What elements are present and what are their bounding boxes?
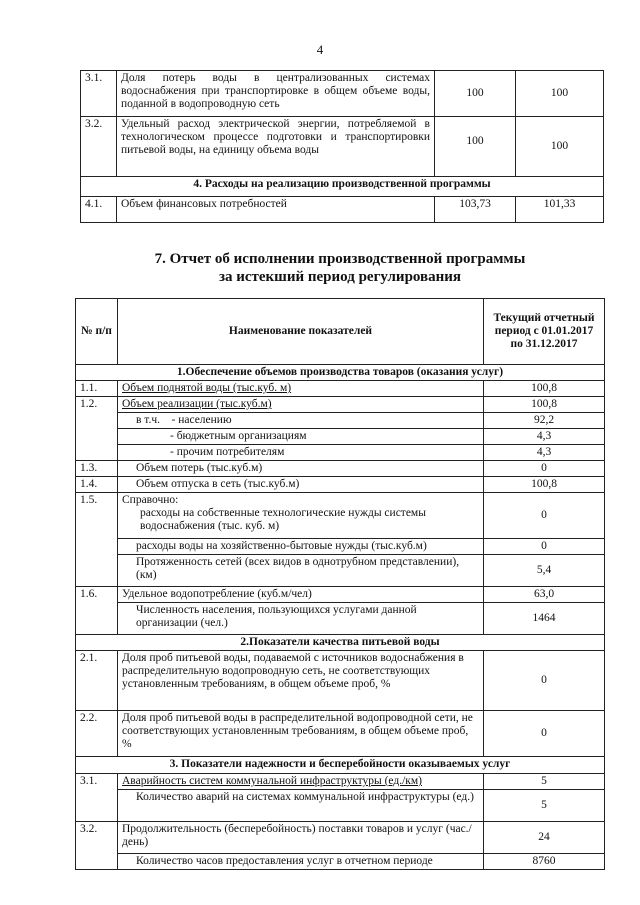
value-cell: 100 — [516, 71, 604, 117]
table-row — [81, 117, 604, 177]
indicator-name: Аварийность систем коммунальной инфраструктуры (ед./км) — [122, 775, 422, 787]
indicator-name: Удельный расход электрической энергии, потребляемой в технологическом процессе подготовки и транспортировки питьевой воды, на единицу объема воды — [117, 117, 435, 177]
value-cell: 0 — [484, 651, 605, 711]
row-number: 1.4. — [76, 477, 118, 493]
value-cell: 4,3 — [484, 429, 605, 445]
indicator-name: - населению — [171, 414, 232, 426]
indicator-name: Доля проб питьевой воды в распределительной водопроводной сети, не соответствующих установленным требованиям, в общем объеме проб, % — [118, 711, 484, 757]
section-title: 2.Показатели качества питьевой воды — [76, 635, 605, 651]
table-row — [76, 477, 605, 493]
value-cell: 100,8 — [484, 381, 605, 397]
header-name: Наименование показателей — [118, 299, 484, 365]
indicator-name: Доля проб питьевой воды, подаваемой с источников водоснабжения в распределительную водопроводную сеть, не соответствующих установленным требованиям, в общем объеме проб, % — [118, 651, 484, 711]
table-row — [76, 651, 605, 711]
row-number: 1.5. — [76, 493, 118, 587]
row-number: 3.1. — [81, 71, 117, 117]
indicator-name: Объем реализации (тыс.куб.м) — [122, 398, 272, 410]
reference-label: Справочно: — [122, 494, 179, 506]
row-number: 3.1. — [76, 774, 118, 822]
section-row — [81, 177, 604, 197]
value-cell: 5 — [484, 774, 605, 790]
value-cell: 4,3 — [484, 445, 605, 461]
value-cell: 92,2 — [484, 413, 605, 429]
indicator-name: - прочим потребителям — [118, 445, 484, 461]
table-row — [76, 711, 605, 757]
table-row — [76, 429, 605, 445]
value-cell: 100,8 — [484, 397, 605, 413]
table-row — [76, 822, 605, 854]
value-cell: 63,0 — [484, 587, 605, 603]
value-cell: 103,73 — [435, 197, 516, 223]
indicator-name: расходы на собственные технологические нужды системы водоснабжения (тыс. куб. м) — [140, 507, 426, 532]
row-number: 1.1. — [76, 381, 118, 397]
heading-line-2: за истекший период регулирования — [218, 269, 462, 285]
header-period: Текущий отчетный период с 01.01.2017 по 31.12.2017 — [484, 299, 605, 365]
value-cell: 101,33 — [516, 197, 604, 223]
value-cell: 0 — [484, 493, 605, 539]
table-row — [76, 555, 605, 587]
table-row — [76, 413, 605, 429]
indicator-name: - бюджетным организациям — [118, 429, 484, 445]
value-cell: 0 — [484, 711, 605, 757]
table-row — [76, 445, 605, 461]
indicator-name: Протяженность сетей (всех видов в однотрубном представлении), (км) — [118, 555, 484, 587]
indicator-name: Объем отпуска в сеть (тыс.куб.м) — [118, 477, 484, 493]
table-row — [76, 381, 605, 397]
value-cell: 0 — [484, 539, 605, 555]
value-cell: 0 — [484, 461, 605, 477]
section-row — [76, 365, 605, 381]
section-row — [76, 635, 605, 651]
indicator-name: Количество аварий на системах коммунальной инфраструктуры (ед.) — [118, 790, 484, 822]
section-heading — [0, 250, 640, 286]
top-table — [80, 70, 604, 223]
row-number: 3.2. — [81, 117, 117, 177]
indicator-name: Объем потерь (тыс.куб.м) — [118, 461, 484, 477]
indicator-name: Численность населения, пользующихся услугами данной организации (чел.) — [118, 603, 484, 635]
value-cell: 24 — [484, 822, 605, 854]
row-number: 1.3. — [76, 461, 118, 477]
header-num: № п/п — [76, 299, 118, 365]
value-cell: 5,4 — [484, 555, 605, 587]
table-row — [76, 774, 605, 790]
table-row — [76, 854, 605, 870]
indicator-name: расходы воды на хозяйственно-бытовые нужды (тыс.куб.м) — [118, 539, 484, 555]
section-title: 3. Показатели надежности и бесперебойности оказываемых услуг — [76, 757, 605, 774]
section-title: 4. Расходы на реализацию производственной программы — [81, 177, 604, 197]
indicator-name: Объем финансовых потребностей — [117, 197, 435, 223]
value-cell: 5 — [484, 790, 605, 822]
row-prefix: в т.ч. — [136, 414, 160, 426]
value-cell: 8760 — [484, 854, 605, 870]
row-number: 1.6. — [76, 587, 118, 635]
row-number: 2.1. — [76, 651, 118, 711]
indicator-name: Продолжительность (бесперебойность) поставки товаров и услуг (час./день) — [118, 822, 484, 854]
table-row — [76, 603, 605, 635]
heading-line-1: 7. Отчет об исполнении производственной программы — [154, 251, 526, 267]
indicator-name: Доля потерь воды в централизованных системах водоснабжения при транспортировке в общем объеме воды, поданной в водопроводную сеть — [117, 71, 435, 117]
value-cell: 1464 — [484, 603, 605, 635]
table-row — [76, 493, 605, 539]
value-cell: 100,8 — [484, 477, 605, 493]
table-row — [81, 71, 604, 117]
table-row — [76, 587, 605, 603]
indicator-name: Количество часов предоставления услуг в отчетном периоде — [118, 854, 484, 870]
table-row — [76, 539, 605, 555]
table-row — [76, 397, 605, 413]
section-row — [76, 757, 605, 774]
section-title: 1.Обеспечение объемов производства товаров (оказания услуг) — [76, 365, 605, 381]
row-number: 3.2. — [76, 822, 118, 870]
value-cell: 100 — [435, 117, 516, 177]
table-row — [76, 790, 605, 822]
table-row — [81, 197, 604, 223]
indicator-name: Удельное водопотребление (куб.м/чел) — [118, 587, 484, 603]
indicator-name: Объем поднятой воды (тыс.куб. м) — [122, 382, 292, 394]
value-cell: 100 — [435, 71, 516, 117]
report-table — [75, 298, 605, 870]
row-number: 4.1. — [81, 197, 117, 223]
page-number: 4 — [316, 42, 324, 57]
table-row — [76, 461, 605, 477]
row-number: 2.2. — [76, 711, 118, 757]
value-cell: 100 — [516, 117, 604, 177]
header-row — [76, 299, 605, 365]
row-number: 1.2. — [76, 397, 118, 461]
